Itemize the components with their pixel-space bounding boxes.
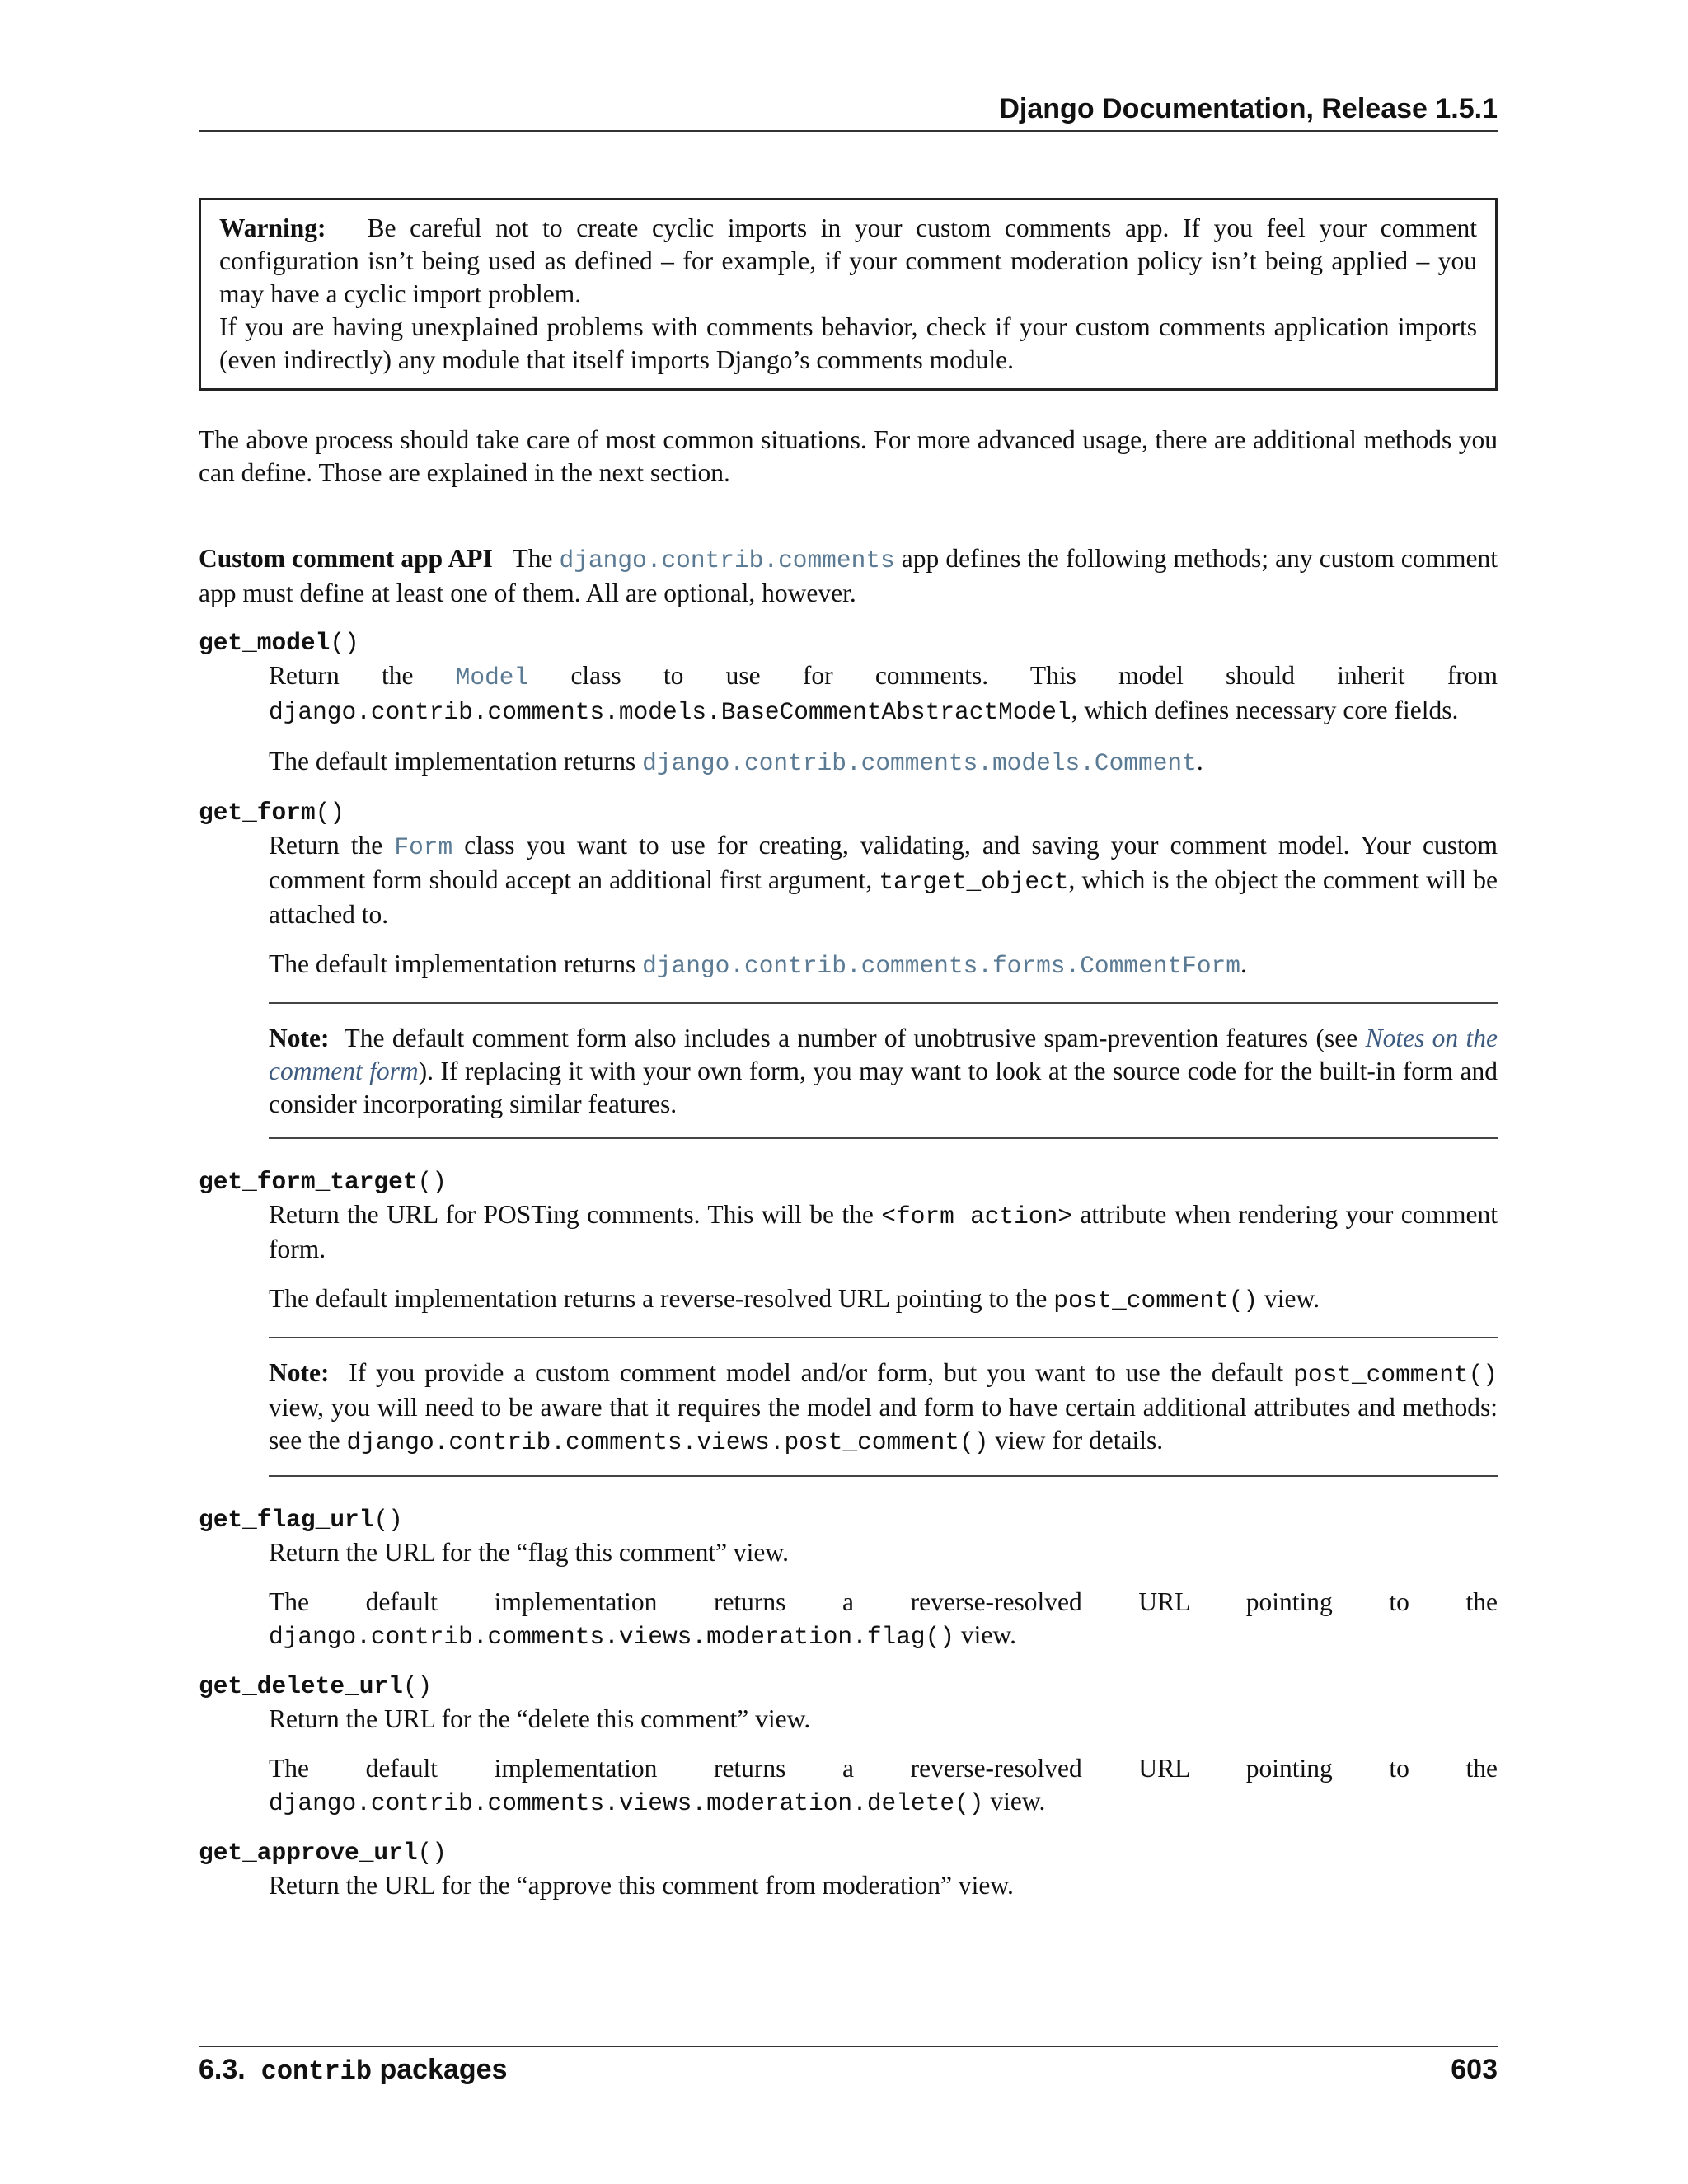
api-section-title: Custom comment app API — [199, 544, 493, 573]
get-delete-url-description: Return the URL for the “delete this comment” view. The default implementation returns a reverse-resolved URL pointing to the django.contrib.comments.views.moderation.delete() view. — [269, 1704, 1498, 1817]
notes-comment-form-link[interactable]: Notes on the comment form — [269, 1024, 1498, 1085]
note-label: Note: — [269, 1024, 330, 1052]
method-get-delete-url: get_delete_url() — [199, 1672, 433, 1700]
get-form-target-description: Return the URL for POSTing comments. This will be the <form action> attribute when rendering your comment form. The default implementation returns a reverse-resolved URL pointing to the post_comment() view. — [269, 1200, 1498, 1315]
method-get-form: get_form() — [199, 799, 345, 827]
get-form-description: Return the Form class you want to use for creating, validating, and saving your comment model. Your custom comment form should accept an additional first argument, target_object, which is the object the comment will be attached to. The default implementation returns django.contrib.comments.forms.CommentForm. — [269, 831, 1498, 980]
note-box-form: Note: The default comment form also includes a number of unobtrusive spam-prevention features (see Notes on the comment form). If replacing it with your own form, you may want to look at the source code for the built-in form and consider incorporating similar features. — [269, 1002, 1498, 1139]
warning-text-1: Be careful not to create cyclic imports in your custom comments app. If you feel your comment configuration isn’t being used as defined – for example, if your comment moderation policy isn’t being applied – you may have a cyclic import problem. — [219, 213, 1478, 308]
form-link[interactable]: Form — [394, 833, 453, 861]
get-flag-url-description: Return the URL for the “flag this comment” view. The default implementation returns a reverse-resolved URL pointing to the django.contrib.comments.views.moderation.flag() view. — [269, 1538, 1498, 1651]
footer-section: 6.3. contrib packages — [199, 2054, 508, 2087]
header-rule — [199, 130, 1498, 132]
note-label: Note: — [269, 1358, 330, 1387]
warning-label: Warning: — [219, 213, 326, 242]
api-intro: Custom comment app API The django.contrib.comments app defines the following methods; any custom comment app must define at least one of them. All are optional, however. — [199, 544, 1498, 607]
comments-module-link[interactable]: django.contrib.comments — [559, 546, 895, 574]
get-model-description: Return the Model class to use for comments. This model should inherit from django.contrib.comments.models.BaseCommentAbstractModel, which defines necessary core fields. The default implementation returns django.contrib.comments.models.Comment. — [269, 661, 1498, 777]
note-box-form-target: Note: If you provide a custom comment model and/or form, but you want to use the default post_comment() view, you will need to be aware that it requires the model and form to have certain additional attributes and methods: see the django.contrib.comments.views.post_comment() view for details. — [269, 1337, 1498, 1477]
method-get-form-target: get_form_target() — [199, 1168, 447, 1196]
comment-form-link[interactable]: django.contrib.comments.forms.CommentForm — [642, 952, 1240, 980]
document-page — [199, 0, 1498, 2184]
method-get-flag-url: get_flag_url() — [199, 1506, 403, 1534]
page-number: 603 — [1451, 2054, 1498, 2085]
intro-paragraph: The above process should take care of most common situations. For more advanced usage, there are additional methods you can define. Those are explained in the next section. — [199, 425, 1498, 487]
running-header: Django Documentation, Release 1.5.1 — [999, 93, 1498, 124]
warning-text-2: If you are having unexplained problems with comments behavior, check if your custom comments application imports (even indirectly) any module that itself imports Django’s comments module. — [219, 312, 1477, 374]
model-link[interactable]: Model — [455, 663, 529, 691]
warning-box — [199, 198, 1498, 391]
get-approve-url-description: Return the URL for the “approve this comment from moderation” view. — [269, 1871, 1014, 1900]
method-get-approve-url: get_approve_url() — [199, 1839, 447, 1867]
page-content — [199, 198, 1498, 1902]
method-get-model: get_model() — [199, 629, 359, 657]
footer-rule — [199, 2046, 1498, 2047]
comment-model-link[interactable]: django.contrib.comments.models.Comment — [642, 749, 1197, 777]
